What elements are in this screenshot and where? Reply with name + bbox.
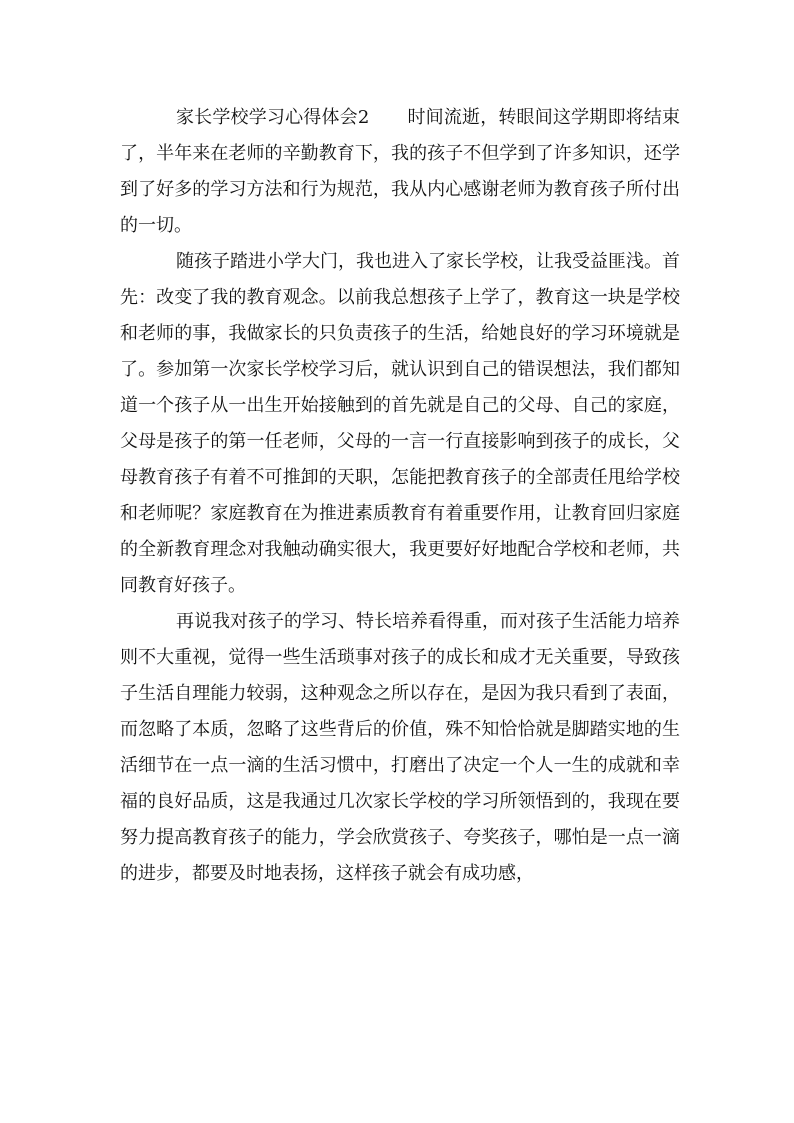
paragraph-2: 随孩子踏进小学大门，我也进入了家长学校，让我受益匪浅。首先：改变了我的教育观念。以前我总想孩子上学了，教育这一块是学校和老师的事，我做家长的只负责孩子的生活，给她良好的学习环境就是了。参加第一次家长学校学习后，就认识到自己的错误想法，我们都知道一个孩子从一出生开始接触到的首先就是自己的父母、自己的家庭，父母是孩子的第一任老师，父母的一言一行直接影响到孩子的成长，父母教育孩子有着不可推卸的天职，怎能把教育孩子的全部责任甩给学校和老师呢？家庭教育在为推进素质教育有着重要作用，让教育回归家庭的全新教育理念对我触动确实很大，我更要好好地配合学校和老师，共同教育好孩子。 bbox=[120, 251, 680, 596]
paragraph-3: 再说我对孩子的学习、特长培养看得重，而对孩子生活能力培养则不大重视，觉得一些生活琐事对孩子的成长和成才无关重要，导致孩子生活自理能力较弱，这种观念之所以存在，是因为我只看到了表面，而忽略了本质，忽略了这些背后的价值，殊不知恰恰就是脚踏实地的生活细节在一点一滴的生活习惯中，打磨出了决定一个人一生的成就和幸福的良好品质，这是我通过几次家长学校的学习所领悟到的，我现在要努力提高教育孩子的能力，学会欣赏孩子、夸奖孩子，哪怕是一点一滴的进步，都要及时地表扬，这样孩子就会有成功感， bbox=[120, 611, 680, 884]
document-title: 家长学校学习心得体会2 bbox=[176, 107, 370, 128]
paragraph-1-text: 时间流逝，转眼间这学期即将结束了，半年来在老师的辛勤教育下，我的孩子不但学到了许多知识，还学到了好多的学习方法和行为规范，我从内心感谢老师为教育孩子所付出的一切。 bbox=[120, 107, 681, 236]
document-body bbox=[120, 100, 680, 892]
paragraph-1 bbox=[120, 100, 680, 244]
